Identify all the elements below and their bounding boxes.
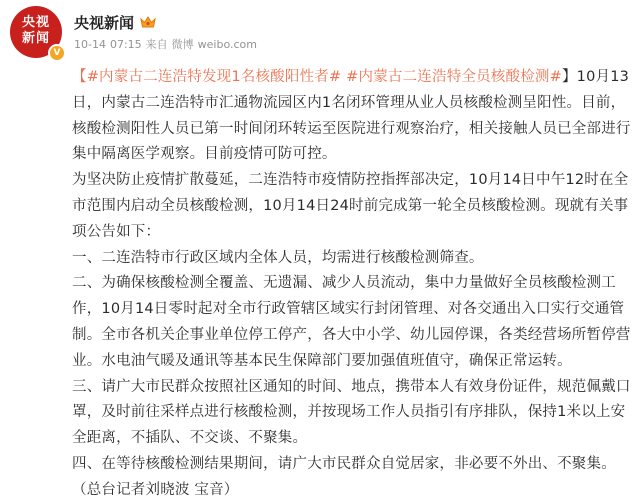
paragraph-lead	[72, 65, 632, 168]
username[interactable]: 央视新闻	[74, 13, 135, 32]
post-body	[72, 65, 632, 504]
list-item: 二、为确保核酸检测全覆盖、无遗漏、减少人员流动，集中力量做好全员核酸检测工作，10月14日零时起对全市行政管辖区域实行封闭管理、对各交通出入口实行交通管制。全市各机关企事业单位停工停产，各大中小学、幼儿园停课，各类经营场所暂停营业。水电油气暖及通讯等基本民生保障部门要加强值班值守，确保正常运转。	[72, 275, 631, 369]
avatar-logo	[10, 15, 62, 47]
hashtag-link[interactable]: 【#内蒙古二连浩特发现1名核酸阳性者#	[72, 69, 342, 85]
verified-badge-icon: V	[48, 44, 66, 62]
list-item: 一、二连浩特市行政区域内全体人员，均需进行核酸检测筛查。	[72, 249, 484, 266]
list-item: 三、请广大市民群众按照社区通知的时间、地点，携带本人有效身份证件，规范佩戴口罩，及时前往采样点进行核酸检测，并按现场工作人员指引有序排队，保持1米以上安全距离，不插队、不交谈、不聚集。	[72, 378, 631, 447]
avatar-text-line1: 央视	[21, 15, 50, 30]
hashtag-link[interactable]: #内蒙古二连浩特全员核酸检测#	[346, 69, 562, 85]
lead-text: 】10月13日，内蒙古二连浩特市汇通物流园区内1名闭环管理从业人员核酸检测呈阳性。目前，核酸检测阳性人员已第一时间闭环转运至医院进行观察治疗，相关接触人员已全部进行集中隔离医学观察。目前疫情可防可控。	[72, 69, 631, 163]
post-header	[10, 6, 630, 60]
post-meta	[74, 36, 261, 52]
reporter-credit: （总台记者刘晓波 宝音）	[72, 481, 239, 498]
crown-icon	[140, 15, 156, 29]
post-time[interactable]: 07:15	[109, 37, 142, 51]
list-item: 四、在等待核酸检测结果期间，请广大市民群众自觉居家，非必要不外出、不聚集。	[72, 455, 616, 472]
avatar-text-line2: 新闻	[21, 31, 50, 46]
post-date: 10-14	[74, 37, 106, 51]
source-site: weibo.com	[197, 37, 258, 51]
paragraph-announcement: 为坚决防止疫情扩散蔓延，二连浩特市疫情防控指挥部决定，10月14日中午12时在全市范围内启动全员核酸检测，10月14日24时前完成第一轮全员核酸检测。现就有关事项公告如下：	[72, 172, 629, 240]
username-row	[74, 12, 156, 32]
source-name[interactable]: 微博	[171, 38, 194, 51]
source-prefix: 来自	[145, 38, 168, 51]
